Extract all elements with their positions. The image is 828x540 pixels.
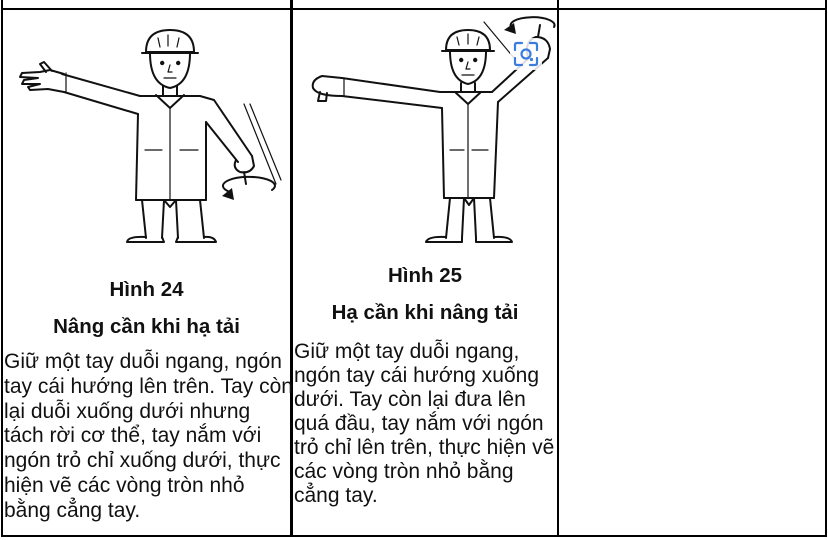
fist-thumb-down [313, 76, 342, 101]
description-line: Giữ một tay duỗi ngang, ngón [4, 350, 282, 373]
horizontal-arm [313, 76, 442, 108]
lens-corner-brackets [515, 43, 537, 65]
leg-lines [446, 198, 494, 238]
body-right-side [494, 102, 498, 198]
lens-search-icon[interactable] [510, 38, 542, 70]
figure-24-title: Nâng cần khi hạ tải [53, 315, 240, 338]
description-line: Giữ một tay duỗi ngang, [294, 340, 520, 363]
nose [466, 62, 470, 69]
description-line: tách rời cơ thể, tay nắm với [4, 424, 262, 448]
description-line: ngón tay cái hướng xuống [294, 364, 539, 387]
lens-ring [522, 50, 531, 59]
description-line: lại duỗi xuống dưới nhưng [4, 399, 251, 423]
figure-25-number: Hình 25 [387, 264, 463, 287]
head [450, 51, 486, 92]
description-line: quá đầu, tay nắm với ngón [294, 412, 544, 435]
legs [426, 198, 512, 242]
figure-25-illustration [0, 0, 560, 262]
helmet [442, 30, 494, 51]
description-line: tay cái hướng lên trên. Tay còn [4, 374, 293, 398]
collar [455, 92, 481, 104]
shoes [426, 237, 512, 242]
description-line: dưới. Tay còn lại đưa lên [294, 388, 526, 411]
body-left-side [442, 108, 444, 198]
description-line: cẳng tay. [294, 484, 378, 507]
figure-24-description [4, 350, 293, 524]
description-line: trỏ chỉ lên trên, thực hiện vẽ [294, 436, 555, 459]
description-line: các vòng tròn nhỏ bằng [294, 460, 514, 483]
lens-dot [530, 58, 533, 61]
description-line: ngón trỏ chỉ xuống dưới, thực [4, 449, 281, 473]
arm-top-edge [342, 78, 440, 92]
table-cell-empty [557, 8, 827, 537]
face-outline [450, 51, 486, 84]
figure-25-title: Hạ cần khi nâng tải [331, 301, 519, 324]
figure-25-description [294, 340, 554, 508]
lens-search-icon-glyph [510, 38, 542, 70]
jacket [440, 92, 498, 198]
circular-arrow [511, 17, 555, 28]
figure-24-number: Hình 24 [109, 278, 184, 301]
arm-bottom-edge [342, 96, 442, 108]
description-line: bằng cẳng tay. [4, 498, 141, 522]
description-line: hiện vẽ các vòng tròn nhỏ [4, 473, 245, 497]
